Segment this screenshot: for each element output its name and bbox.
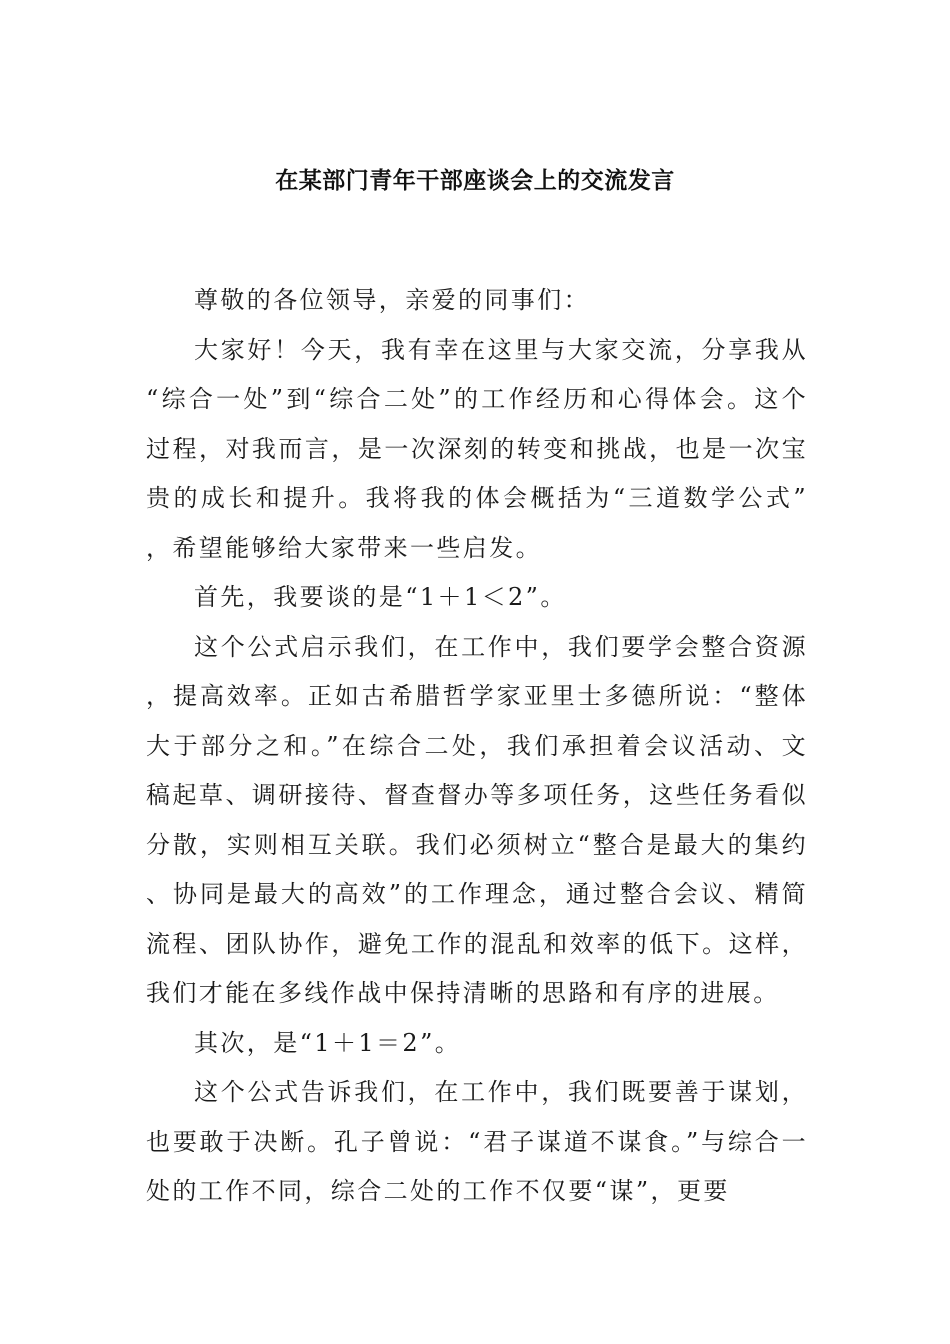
paragraph-second-formula: 其次，是“1＋1＝2”。 — [194, 1028, 462, 1057]
paragraph-second-formula-explanation: 这个公式告诉我们，在工作中，我们既要善于谋划，也要敢于决断。孔子曾说：“君子谋道不谋食。”与综合一处的工作不同，综合二处的工作不仅要“谋”，更要 — [146, 1078, 808, 1205]
paragraph-first-formula-explanation: 这个公式启示我们，在工作中，我们要学会整合资源，提高效率。正如古希腊哲学家亚里士多德所说：“整体大于部分之和。”在综合二处，我们承担着会议活动、文稿起草、调研接待、督查督办等多项任务，这些任务看似分散，实则相互关联。我们必须树立“整合是最大的集约、协同是最大的高效”的工作理念，通过整合会议、精简流程、团队协作，避免工作的混乱和效率的低下。这样，我们才能在多线作战中保持清晰的思路和有序的进展。 — [146, 632, 808, 1007]
paragraph-first-formula: 首先，我要谈的是“1＋1＜2”。 — [194, 583, 567, 611]
paragraph-greeting: 尊敬的各位领导，亲爱的同事们： — [194, 286, 590, 314]
document-body — [146, 276, 808, 1217]
document-title: 在某部门青年干部座谈会上的交流发言 — [275, 168, 675, 194]
paragraph-introduction: 大家好！今天，我有幸在这里与大家交流，分享我从“综合一处”到“综合二处”的工作经历和心得体会。这个过程，对我而言，是一次深刻的转变和挑战，也是一次宝贵的成长和提升。我将我的体会概括为“三道数学公式”，希望能够给大家带来一些启发。 — [146, 335, 808, 562]
